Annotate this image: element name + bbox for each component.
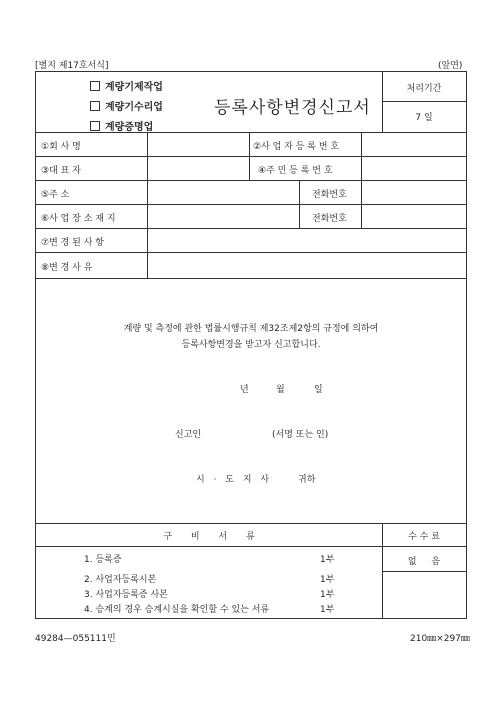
- rule-v-mid: [249, 132, 250, 180]
- statement-line-1: 계량 및 측정에 관한 법률시행규칙 제32조제2항의 규정에 의하여: [123, 324, 379, 334]
- checkbox-icon[interactable]: [90, 101, 100, 111]
- label-change-reason: ⑧변 경 사 유: [41, 263, 93, 273]
- company-name-input[interactable]: [148, 133, 248, 155]
- label-address: ⑤주 소: [41, 190, 70, 200]
- changed-items-input[interactable]: [148, 229, 465, 251]
- resident-reg-no-input[interactable]: [362, 157, 465, 179]
- recipient-label: 시 · 도 지 사: [196, 475, 273, 485]
- label-representative: ③대 표 자: [41, 166, 81, 176]
- phone-site-input[interactable]: [362, 205, 465, 227]
- change-reason-input[interactable]: [148, 253, 465, 277]
- doc-item-name: 4. 승계의 경우 승계시실을 확인할 수 있는 서류: [84, 605, 270, 615]
- date-year-label: 년: [240, 385, 249, 395]
- applicant-label: 신고인: [175, 430, 202, 440]
- date-month-label: 월: [276, 385, 285, 395]
- doc-item-name: 3. 사업자등록증 사본: [84, 590, 168, 600]
- checkbox-icon[interactable]: [90, 81, 100, 91]
- label-business-site: ⑥사 업 장 소 재 지: [41, 214, 116, 224]
- signature-label: (서명 또는 인): [272, 430, 329, 440]
- form-number: [별지 제17호서식]: [35, 61, 109, 71]
- option-repair[interactable]: 계량기수리업: [90, 98, 163, 113]
- rule-docs-header: [36, 546, 466, 547]
- label-phone-address: 전화번호: [312, 190, 347, 200]
- honorific-label: 귀하: [298, 475, 316, 485]
- processing-period-label: 처리기간: [406, 84, 442, 94]
- rule-fee: [382, 571, 466, 572]
- doc-item-qty: 1부: [320, 590, 335, 600]
- label-resident-reg-no: ④주 민 등 록 번 호: [258, 166, 333, 176]
- checkbox-icon[interactable]: [90, 121, 100, 131]
- fee-value: 없 음: [407, 557, 441, 567]
- rule-statement-bottom: [36, 523, 466, 524]
- label-business-reg-no: ②사 업 자 등 록 번 호: [253, 142, 340, 152]
- rule-v-phone: [299, 180, 300, 228]
- option-manufacture[interactable]: 계량기제작업: [90, 78, 163, 93]
- page-side-label: (앞면): [438, 61, 463, 71]
- doc-item-qty: 1부: [320, 555, 335, 565]
- registration-change-form: [35, 71, 467, 619]
- label-company-name: ①회 사 명: [41, 142, 81, 152]
- label-phone-site: 전화번호: [312, 214, 347, 224]
- rule-row6: [36, 278, 466, 279]
- phone-address-input[interactable]: [362, 181, 465, 203]
- option-certification[interactable]: 계량증명업: [90, 118, 153, 133]
- footer-paper-size: 210㎜×297㎜: [410, 634, 470, 644]
- doc-item-qty: 1부: [320, 605, 335, 615]
- business-site-input[interactable]: [148, 205, 298, 227]
- required-docs-header: 구 비 서 류: [163, 532, 255, 542]
- rule-period: [382, 101, 466, 102]
- doc-item-name: 1. 등록증: [84, 555, 122, 565]
- form-title: 등록사항변경신고서: [214, 98, 371, 118]
- doc-item-name: 2. 사업자등록시본: [84, 575, 157, 585]
- processing-period-value: 7 일: [415, 113, 433, 123]
- footer-form-code: 49284—055111민: [35, 634, 116, 644]
- address-input[interactable]: [148, 181, 298, 203]
- business-reg-no-input[interactable]: [362, 133, 465, 155]
- label-changed-items: ⑦변 경 된 사 항: [41, 238, 104, 248]
- doc-item-qty: 1부: [320, 575, 335, 585]
- representative-input[interactable]: [148, 157, 248, 179]
- date-day-label: 일: [314, 385, 323, 395]
- fee-header: 수 수 료: [408, 532, 440, 542]
- statement-line-2: 등록사항변경을 받고자 신고합니다.: [181, 340, 321, 350]
